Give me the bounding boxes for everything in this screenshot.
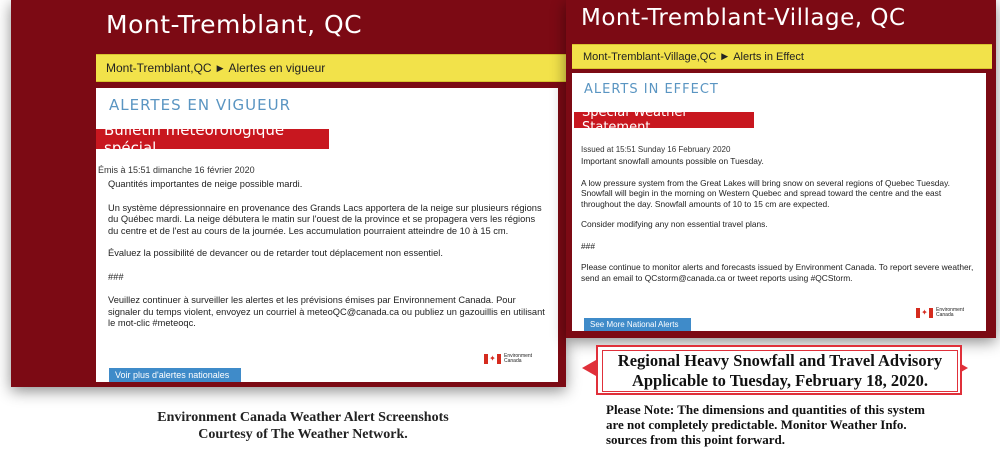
left-issued-time: Émis à 15:51 dimanche 16 février 2020 (98, 165, 255, 175)
right-issued-time: Issued at 15:51 Sunday 16 February 2020 (581, 145, 731, 154)
breadcrumb-arrow-icon: ▶ (216, 62, 224, 73)
note-line: Please Note: The dimensions and quantities of this system (606, 402, 926, 417)
left-alert-panel (11, 0, 566, 387)
left-alert-body (108, 179, 548, 330)
canada-flag-icon: ✦ (916, 308, 933, 318)
left-paragraph: Un système dépressionnaire en provenance des Grands Lacs apportera de la neige sur plusieurs régions du Québec mardi. La neige débutera le matin sur l'ouest de la province et se propagera vers les régions du centre et de l'est au cours de la journée. Les accumulation pourraient atteindre de 10 à 15 cm. (108, 202, 542, 236)
note-line: are not completely predictable. Monitor Weather Info. (606, 417, 907, 432)
logo-text-line: Canada (936, 312, 954, 318)
right-paragraph: A low pressure system from the Great Lakes will bring snow on several regions of Quebec Tuesday. Snowfall will begin in the morning on Western Quebec and spread toward the centre and the east throughout the day. Snowfall amounts of 10 to 15 cm are expected. (581, 177, 950, 209)
right-national-alerts-button[interactable]: See More National Alerts (584, 318, 691, 331)
caption-line: Environment Canada Weather Alert Screenshots (157, 410, 449, 425)
left-bulletin-title: Bulletin météorologique spécial (96, 129, 329, 149)
right-paragraph: Consider modifying any non essential travel plans. (581, 219, 768, 229)
advisory-line: Regional Heavy Snowfall and Travel Advisory (617, 351, 943, 370)
breadcrumb-arrow-icon: ▶ (721, 51, 729, 61)
travel-advisory-box (596, 345, 962, 395)
left-national-alerts-button[interactable]: Voir plus d'alertes nationales (109, 368, 241, 382)
left-alerts-heading: ALERTES EN VIGUEUR (109, 96, 291, 114)
right-content-area (572, 73, 986, 331)
left-paragraph: Évaluez la possibilité de devancer ou de retarder tout déplacement non essentiel. (108, 248, 443, 258)
right-page-title: Mont-Tremblant-Village, QC (581, 5, 906, 31)
right-breadcrumb-current[interactable]: Alerts in Effect (733, 50, 804, 63)
left-breadcrumb (96, 54, 566, 82)
caption-line: Courtesy of The Weather Network. (198, 427, 408, 442)
logo-text-line: Environment (504, 353, 533, 359)
travel-advisory-text (602, 350, 958, 392)
note-line: sources from this point forward. (606, 432, 785, 447)
right-paragraph: ### (581, 240, 595, 251)
canada-flag-icon: ✦ (484, 354, 501, 364)
logo-text-line: Canada (504, 358, 522, 364)
predictability-note (606, 402, 986, 447)
right-paragraph: Please continue to monitor alerts and forecasts issued by Environment Canada. To report severe weather, send an email to QCstorm@canada.ca or tweet reports using #QCStorm. (581, 262, 974, 283)
right-alert-body (581, 156, 979, 283)
advisory-line: Applicable to Tuesday, February 18, 2020. (631, 371, 929, 390)
left-breadcrumb-current[interactable]: Alertes en vigueur (228, 61, 326, 75)
right-breadcrumb-location[interactable]: Mont-Tremblant-Village,QC (583, 50, 717, 63)
right-bulletin-title: Special Weather Statement (574, 112, 754, 128)
right-environment-canada-logo (916, 308, 964, 318)
right-breadcrumb (572, 44, 992, 69)
logo-text-line: Environment (936, 307, 965, 313)
screenshot-caption (120, 409, 486, 443)
left-paragraph: Veuillez continuer à surveiller les alertes et les prévisions émises par Environnement Canada. Pour signaler du temps violent, envoyez un courriel à meteoQC@canada.ca ou publiez un gazouillis en utilisant le mot-clic #meteoqc. (108, 295, 545, 328)
left-paragraph: Quantités importantes de neige possible mardi. (108, 179, 303, 189)
right-alert-panel (566, 0, 996, 338)
left-paragraph: ### (108, 271, 124, 282)
left-page-title: Mont-Tremblant, QC (106, 10, 363, 39)
left-environment-canada-logo (484, 354, 532, 364)
right-alerts-heading: ALERTS IN EFFECT (584, 82, 719, 97)
left-breadcrumb-location[interactable]: Mont-Tremblant,QC (106, 61, 212, 75)
right-paragraph: Important snowfall amounts possible on Tuesday. (581, 156, 764, 166)
left-content-area (96, 88, 558, 382)
